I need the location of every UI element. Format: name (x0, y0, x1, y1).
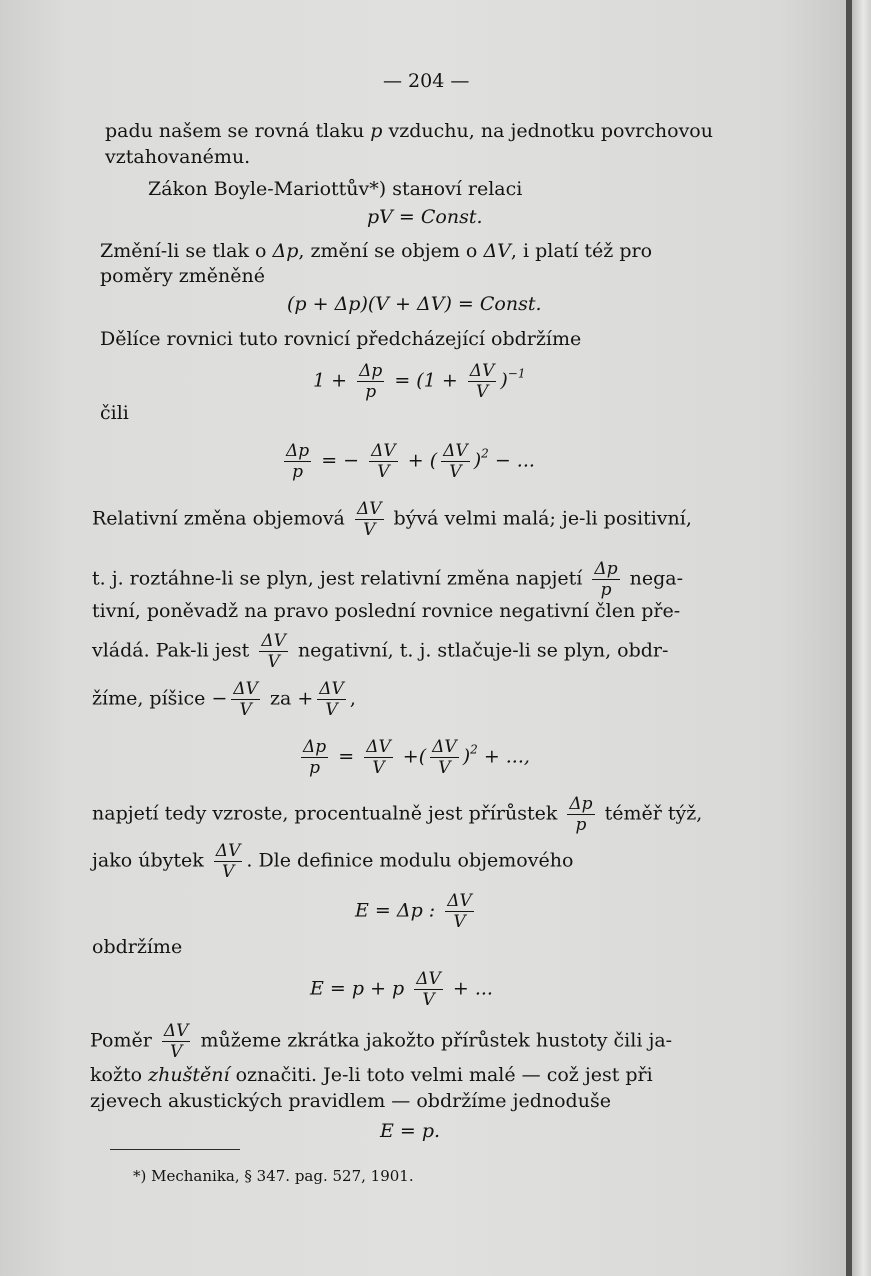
fraction (355, 500, 384, 539)
numerator: ΔV (416, 969, 441, 989)
text-line (90, 1064, 653, 1086)
fraction (592, 560, 619, 599)
denominator: V (377, 462, 390, 482)
text: téměř týž, (604, 802, 703, 825)
text: označiti. Je-li toto velmi malé — což jest při (235, 1064, 653, 1086)
text-line: poměry změněné (100, 265, 265, 287)
denominator: V (422, 990, 435, 1010)
eq-part: E = Δp : (355, 899, 436, 922)
denominator: V (363, 520, 376, 540)
emphasis: zhuštění (148, 1064, 230, 1086)
eq-part: + ... (452, 977, 493, 1000)
eq-part: , (349, 687, 356, 710)
text-line (90, 1022, 672, 1061)
eq-part: ) (473, 449, 482, 472)
numerator: ΔV (469, 361, 495, 381)
text: t. j. roztáhne-li se plyn, jest relativní změna napjetí (92, 567, 583, 590)
eq-part: + ..., (483, 745, 530, 768)
eq-part: + (407, 449, 424, 472)
numerator: ΔV (233, 679, 258, 699)
text-line (92, 842, 573, 881)
equation-ratio (313, 362, 525, 401)
numerator: ΔV (356, 499, 382, 519)
eq-part: ( (418, 745, 427, 768)
fraction (301, 738, 328, 777)
text: nega- (629, 567, 684, 590)
text-line: Zákon Boyle-Mariottův*) staноví relaci (148, 178, 523, 200)
fraction (445, 892, 474, 931)
fraction (162, 1022, 191, 1061)
text-line: obdržíme (92, 936, 183, 958)
text-line (105, 120, 713, 142)
eq-part: + (402, 745, 419, 768)
text: kožto (90, 1064, 143, 1086)
numerator: Δp (594, 559, 618, 579)
fraction (441, 442, 470, 481)
text: jako úbytek (92, 849, 204, 872)
denominator: p (309, 758, 321, 778)
denominator: p (575, 815, 587, 835)
eq-part: − (211, 687, 228, 710)
equation-compression (297, 738, 530, 777)
text: padu našem se rovná tlaku (105, 120, 365, 142)
eq-part: ) (500, 369, 508, 392)
text-line: tivní, poněvadž na pravo poslední rovnice negativní člen pře- (92, 600, 681, 622)
fraction (430, 738, 459, 777)
exponent: 2 (470, 742, 478, 757)
equation-modulus (355, 892, 478, 931)
text: , i platí též pro (510, 240, 653, 262)
eq-part: E = p + p (310, 977, 405, 1000)
text: za (269, 687, 292, 710)
eq-part: + (297, 687, 314, 710)
numerator: ΔV (319, 679, 344, 699)
fraction (317, 680, 346, 719)
exponent: −1 (507, 366, 526, 381)
equation-simple: E = p. (380, 1120, 441, 1142)
equation-boyle: pV = Const. (367, 206, 483, 228)
numerator: ΔV (371, 441, 396, 461)
text: vládá. Pak-li jest (92, 639, 250, 662)
text: Změní-li se tlak o (100, 240, 267, 262)
text: , změní se objem o (298, 240, 478, 262)
next-page-edge (852, 0, 871, 1276)
text: negativní, t. j. stlačuje-li se plyn, obdr- (297, 639, 669, 662)
eq-part: = (1 + (394, 369, 458, 392)
text-line: zjevech akustických pravidlem — obdržíme jednoduše (90, 1090, 611, 1112)
numerator: Δp (569, 794, 593, 814)
denominator: V (169, 1042, 183, 1062)
text-line: Dělíce rovnici tuto rovnicí předcházející obdržíme (100, 328, 582, 350)
denominator: V (372, 758, 385, 778)
eq-part: − ... (494, 449, 535, 472)
var-p: p (370, 120, 383, 142)
numerator: Δp (303, 737, 327, 757)
numerator: Δp (286, 441, 310, 461)
numerator: ΔV (215, 841, 241, 861)
fraction (214, 842, 243, 881)
fraction (259, 632, 288, 671)
eq-part: ( (429, 449, 438, 472)
equation-modulus-expanded (310, 970, 493, 1009)
denominator: V (453, 912, 466, 932)
text-line (100, 240, 652, 262)
text: bývá velmi malá; je-li positivní, (393, 507, 692, 530)
denominator: V (438, 758, 451, 778)
fraction (357, 362, 384, 401)
denominator: p (292, 462, 304, 482)
numerator: ΔV (261, 631, 286, 651)
footnote-rule (110, 1149, 240, 1150)
equation-series (280, 442, 535, 481)
text: napjetí tedy vzroste, procentualně jest přírůstek (92, 802, 558, 825)
denominator: V (325, 700, 338, 720)
fraction (468, 362, 497, 401)
text: Relativní změna objemová (92, 507, 345, 530)
denominator: p (365, 382, 377, 402)
text-line: čili (100, 402, 129, 424)
exponent: 2 (481, 446, 489, 461)
numerator: ΔV (366, 737, 391, 757)
text-line: vztahovanému. (105, 146, 251, 168)
denominator: V (239, 700, 252, 720)
var-dp: Δp (272, 240, 299, 262)
denominator: V (449, 462, 462, 482)
text: můžeme zkrátka jakožto přírůstek hustoty čili ja- (200, 1029, 673, 1052)
text-line (92, 795, 702, 834)
numerator: ΔV (447, 891, 472, 911)
fraction (364, 738, 393, 777)
fraction (567, 795, 594, 834)
fraction (284, 442, 311, 481)
footnote: *) Mechanika, § 347. pag. 527, 1901. (133, 1167, 414, 1185)
denominator: V (267, 652, 280, 672)
text: Poměr (90, 1029, 152, 1052)
denominator: V (475, 382, 489, 402)
eq-part: 1 + (313, 369, 348, 392)
numerator: ΔV (443, 441, 468, 461)
eq-part: = (338, 745, 355, 768)
text-line (92, 560, 683, 599)
fraction (414, 970, 443, 1009)
fraction (231, 680, 260, 719)
eq-part: ) (462, 745, 471, 768)
fraction (369, 442, 398, 481)
text: vzduchu, na jednotku povrchovou (388, 120, 713, 142)
numerator: Δp (359, 361, 383, 381)
text-line (92, 632, 668, 671)
text-line (92, 500, 692, 539)
text-line (92, 680, 356, 719)
eq-part: = − (321, 449, 360, 472)
denominator: V (221, 862, 235, 882)
equation-changed: (p + Δp)(V + ΔV) = Const. (287, 293, 542, 315)
var-dv: ΔV (483, 240, 511, 262)
numerator: ΔV (163, 1021, 189, 1041)
text: žíme, píšice (92, 687, 206, 710)
text: . Dle definice modulu objemového (246, 849, 574, 872)
page-number: — 204 — (383, 70, 470, 92)
denominator: p (600, 580, 612, 600)
numerator: ΔV (432, 737, 457, 757)
